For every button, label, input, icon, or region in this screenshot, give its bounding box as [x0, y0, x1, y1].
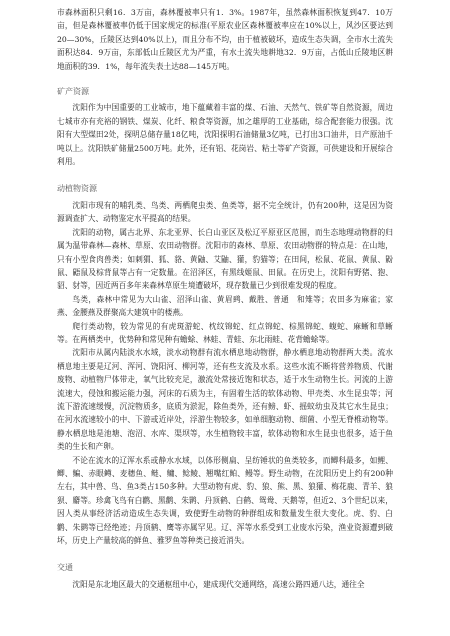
- section-heading-mineral: 矿产资源: [57, 87, 89, 97]
- section-heading-animal-plant: 动植物资源: [57, 184, 97, 194]
- animal-paragraph-2: 沈阳的动物，属古北界、东北亚界、长白山亚区及松辽平原亚区范围，而生态地理动物群的归属为温带森林—森林、草原、农田动物群。沈阳市的森林、草原、农田动物群的特点是：在山地，只有小型食肉兽类；如刺猬、狐、貉、黄鼬、艾鼬、獾，豹猫等；在田间，松鼠、花鼠、黄鼠、鼢鼠、鼯鼠及棕背鼠等占有一定数量。在沼泽区，有黑线姬鼠、田鼠。在历史上，沈阳有野猪、狍、貂、豺等，因近两百多年来森林草原生境遭破坏，现存数量已少到很难发现的程度。: [57, 227, 393, 291]
- animal-paragraph-4: 爬行类动物，较为常见的有虎斑游蛇、枕纹锦蛇、红点锦蛇、棕黑锦蛇、蝮蛇、麻蜥和草蜥等。在两栖类中，优势种和常见种有蟾蜍、林蛙、青蛙、东北雨蛙、花背蟾蜍等。: [57, 321, 393, 344]
- transport-paragraph: 沈阳是东北地区最大的交通枢纽中心，建成现代交通网络，高速公路四通八达，通往全: [72, 579, 365, 589]
- animal-paragraph-6: 不论在流水的辽浑水系或静水水域，以体形侧扁、呈纺锤状的鱼类较多，而鲫科最多，如鲤、鲫、鳊、赤眼鳟、麦穗鱼、鲢、鳙、鲶鲮、翘嘴红鲌、鳗等。野生动物，在沈阳历史上约有200种左右，其中兽、鸟、鱼3类占150多种。大型动物有虎、豹、狼、熊、黑、狼獾、梅花鹿、青羊、狼狈、麝等。珍禽飞鸟有白鹳、黑鹳、朱鹮、丹顶鹤、白鹤、鸳鸯、天鹅等，但近2、3个世纪以来，因人类从事经济活动造成生态失调，致使野生动物的种群组成和数量发生很大变化。虎、豹、白鹳、朱鹮等已经绝迹；丹顶鹤、鹰等亦属罕见。辽、浑等水系受到工业废水污染，渔业资源遭到破坏，历史上产量较高的鲜鱼、雅罗鱼等种类已接近消失。: [57, 455, 393, 546]
- animal-paragraph-1: 沈阳市现有的哺乳类、鸟类、两栖爬虫类、鱼类等，据不完全统计，仍有200种，这是因为资源调查扩大、动物鉴定水平提高的结果。: [57, 200, 393, 224]
- animal-paragraph-5: 沈阳市从属内陆淡水水域，淡水动物群有流水栖息地动物群，静水栖息地动物群两大类。流水栖息地主要是辽河、浑河、饶阳河、柳河等，还有些支流及水系。这些水流不断将营养物质、代谢废物、动植物尸体带走，氧气比较充足，激流处常接近饱和状态，适于水生动物生长。河流的上游流速大，侵蚀和搬运能力强，河床的石质为主，有固着生活的软体动物、甲壳类、水生昆虫等；河流下游流速缓慢，沉淀物质多，底质为淤泥，除鱼类外，还有鳑、虾、摇蚊幼虫及其它水生昆虫；在河水流速较小的中、下游或近岸处，浮游生物较多，如单细胞动物、细菌、小型无脊椎动物等。静水栖息地是池塘、泡沼、水库、渠坝等，水生植物较丰富，软体动物和水生昆虫也很多，适于鱼类的生长和产卵。: [57, 348, 393, 452]
- section-heading-transport: 交通: [57, 563, 73, 573]
- mineral-paragraph: 沈阳作为中国重要的工业城市，地下蕴藏着丰富的煤、石油、天然气、铁矿等自然资源，周边七城市亦有充裕的钢铁、煤炭、化纤、粮食等资源，加之雄厚的工业基础，综合配套能力很强。沈阳有大型煤田2处，探明总储存量18亿吨，沈阳探明石油储量3亿吨，已打出3口油井，日产原油千吨以上。沈阳铁矿储量2500万吨。此外，还有铝、花岗岩、粘土等矿产资源，可供建设和开展综合利用。: [57, 103, 393, 167]
- intro-paragraph: 市森林面积只剩16．3万亩，森林覆被率只有1．3%。1987年，虽然森林面积恢复到47．10万亩，但是森林覆被率仍低于国家规定的标准(平原农业区森林覆被率应在10%以上，风沙区要达到20—30%，丘陵区达到40%以上)，而且分布不均，由于植被破坏，造成生态失调，全市水土流失面积达84．9万亩，东部低山丘陵区尤为严重，有水土流失地耕地32．9万亩，占低山丘陵地区耕地面积的39．1%，每年流失表土达88—145万吨。: [57, 8, 393, 71]
- animal-paragraph-3: 鸟类，森林中常见为大山雀、沼泽山雀、黄眉鹀、戴胜、普通 和雉等；农田多为麻雀；家燕、金腰燕及群聚高大建筑中的楼燕。: [57, 294, 393, 318]
